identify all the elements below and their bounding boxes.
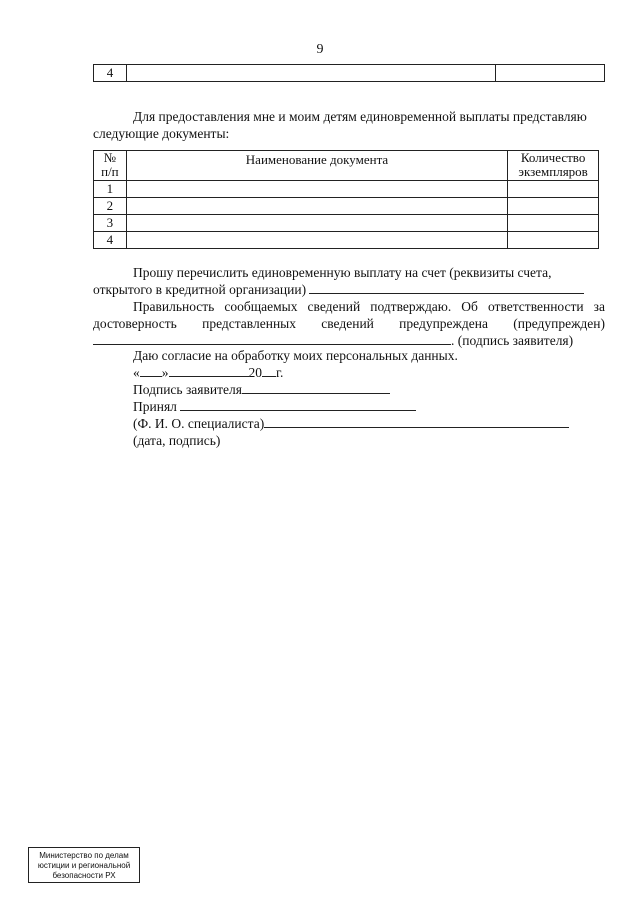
date-line: [133, 364, 603, 381]
specialist-line: [133, 415, 603, 432]
header-num-line: №: [103, 150, 117, 165]
header-num: [94, 151, 127, 181]
consent-line: Даю согласие на обработку моих персональных данных.: [133, 348, 458, 363]
header-name: Наименование документа: [126, 151, 507, 181]
row-name-cell: [126, 215, 507, 232]
row-number: 1: [94, 181, 127, 198]
header-count: [508, 151, 599, 181]
top-table-cell: [496, 65, 605, 82]
row-number: 3: [94, 215, 127, 232]
applicant-signature-field[interactable]: [242, 381, 390, 394]
ministry-stamp: [28, 847, 140, 883]
date-close-quote: »: [161, 365, 169, 380]
year-blank[interactable]: [262, 364, 276, 377]
row-number: 4: [94, 232, 127, 249]
confirmation-word: (предупрежден): [513, 316, 605, 331]
day-blank[interactable]: [140, 364, 162, 377]
top-table-fragment: [93, 64, 605, 82]
top-table-cell: [126, 65, 496, 82]
documents-table: [93, 150, 599, 249]
top-table-row-number: 4: [94, 65, 127, 82]
received-label: Принял: [133, 399, 177, 414]
transfer-paragraph: [93, 264, 605, 298]
row-name-cell: [126, 232, 507, 249]
row-name-cell: [126, 181, 507, 198]
account-details-blank[interactable]: [309, 281, 584, 294]
date-open-quote: «: [133, 365, 140, 380]
received-line: [133, 398, 603, 415]
row-count-cell: [508, 215, 599, 232]
specialist-name-field[interactable]: [264, 415, 569, 428]
header-count-line: экземпляров: [518, 164, 588, 179]
date-signature-label: (дата, подпись): [133, 433, 221, 448]
consent-block: [133, 347, 603, 449]
received-field[interactable]: [180, 398, 416, 411]
table-row: [94, 232, 599, 249]
month-blank[interactable]: [169, 364, 249, 377]
row-count-cell: [508, 181, 599, 198]
row-name-cell: [126, 198, 507, 215]
stamp-line: безопасности РХ: [52, 871, 116, 880]
date-year-prefix: 20: [248, 365, 262, 380]
applicant-signature-blank[interactable]: [93, 332, 451, 345]
table-row: [94, 198, 599, 215]
row-count-cell: [508, 232, 599, 249]
transfer-line-text: открытого в кредитной организации): [93, 282, 307, 297]
page-number: 9: [316, 42, 324, 57]
table-row: [94, 215, 599, 232]
transfer-line: [93, 281, 605, 298]
confirmation-paragraph: [93, 298, 605, 349]
row-count-cell: [508, 198, 599, 215]
confirmation-word: представленных: [202, 316, 296, 331]
date-year-suffix: г.: [276, 365, 284, 380]
documents-table-header: [94, 151, 599, 181]
confirmation-word: предупреждена: [399, 316, 488, 331]
row-number: 2: [94, 198, 127, 215]
stamp-line: юстиции и региональной: [37, 861, 131, 870]
header-num-line: п/п: [101, 164, 119, 179]
table-row: [94, 181, 599, 198]
applicant-signature-label: Подпись заявителя: [133, 382, 242, 397]
confirmation-word: сведений: [321, 316, 374, 331]
confirmation-line: [93, 315, 605, 332]
transfer-line: Прошу перечислить единовременную выплату на счет (реквизиты счета,: [133, 265, 552, 280]
documents-intro-line: следующие документы:: [93, 126, 230, 141]
applicant-signature-line: [133, 381, 603, 398]
specialist-name-label: (Ф. И. О. специалиста): [133, 416, 265, 431]
confirmation-line: Правильность сообщаемых сведений подтверждаю. Об ответственности за: [133, 299, 605, 314]
confirmation-word: достоверность: [93, 316, 177, 331]
documents-intro-line: Для предоставления мне и моим детям единовременной выплаты представляю: [133, 109, 587, 124]
header-count-line: Количество: [520, 150, 586, 165]
documents-intro: [93, 108, 605, 142]
stamp-line: Министерство по делам: [39, 851, 129, 860]
applicant-signature-caption: . (подпись заявителя): [451, 333, 574, 348]
